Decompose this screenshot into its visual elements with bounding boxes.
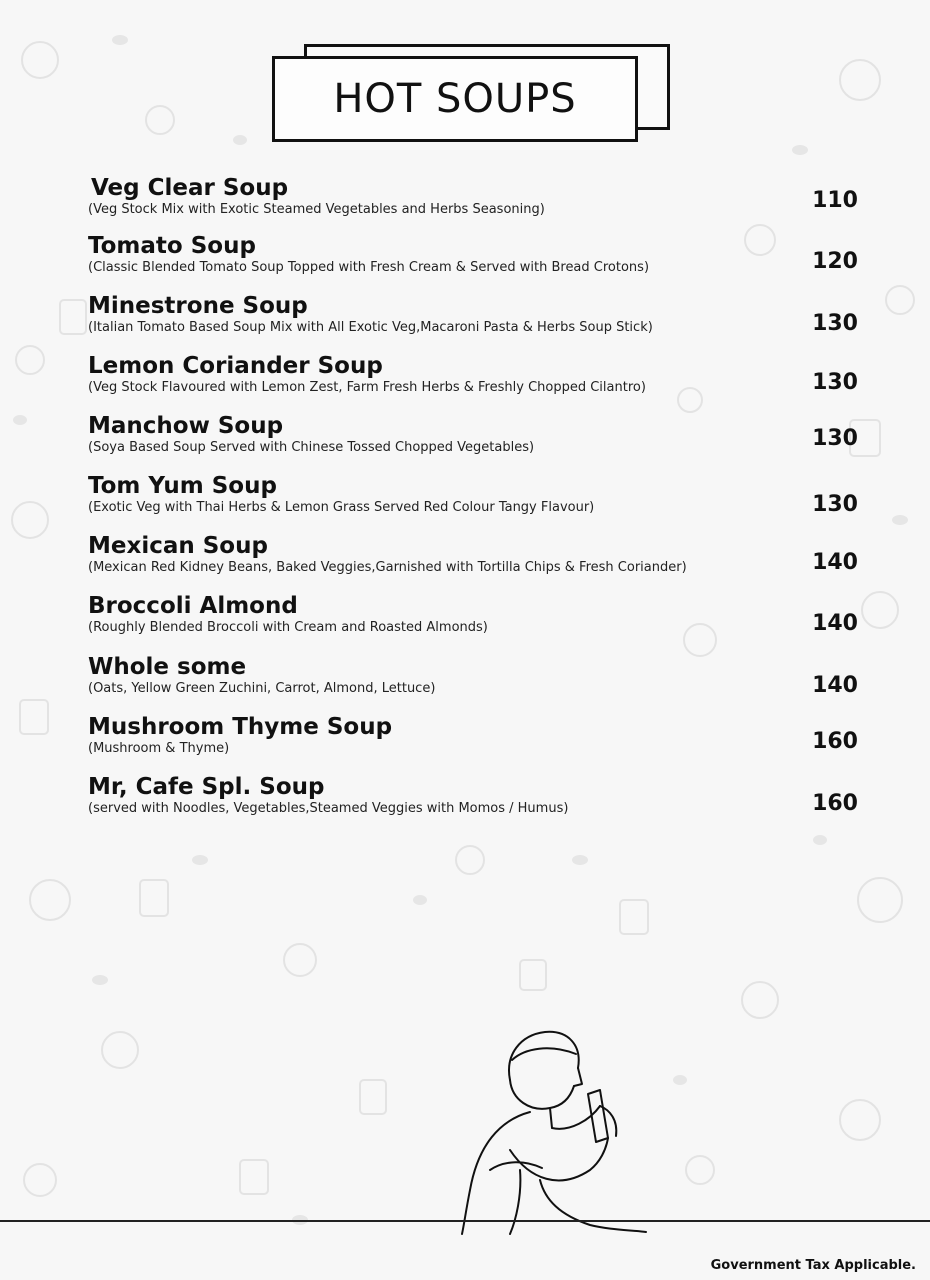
menu-item <box>88 473 908 516</box>
item-name: Tomato Soup <box>88 233 256 259</box>
item-price: 160 <box>812 791 858 816</box>
menu-item <box>88 593 908 636</box>
item-name: Veg Clear Soup <box>91 175 289 201</box>
menu-item <box>88 175 908 218</box>
item-name: Broccoli Almond <box>88 593 298 619</box>
item-name: Mr, Cafe Spl. Soup <box>88 774 325 800</box>
item-price: 140 <box>812 550 858 575</box>
line-art-person-drinking-icon <box>450 1020 650 1235</box>
item-name: Mexican Soup <box>88 533 268 559</box>
item-price: 110 <box>812 188 858 213</box>
title-box <box>272 44 668 140</box>
item-description: (Mexican Red Kidney Beans, Baked Veggies,Garnished with Tortilla Chips & Fresh Coriander) <box>88 560 687 575</box>
item-price: 120 <box>812 249 858 274</box>
menu-item <box>88 714 908 757</box>
menu-item <box>88 413 908 456</box>
item-price: 130 <box>812 311 858 336</box>
page-title: HOT SOUPS <box>333 76 577 122</box>
item-name: Lemon Coriander Soup <box>88 353 383 379</box>
footer-divider <box>0 1220 930 1222</box>
item-description: (Oats, Yellow Green Zuchini, Carrot, Almond, Lettuce) <box>88 681 436 696</box>
item-name: Whole some <box>88 654 247 680</box>
item-description: (Soya Based Soup Served with Chinese Tossed Chopped Vegetables) <box>88 440 535 455</box>
menu-item <box>88 233 908 276</box>
item-description: (Classic Blended Tomato Soup Topped with Fresh Cream & Served with Bread Crotons) <box>88 260 650 275</box>
item-name: Tom Yum Soup <box>88 473 277 499</box>
item-price: 160 <box>812 729 858 754</box>
item-name: Minestrone Soup <box>88 293 308 319</box>
menu-item <box>88 353 908 396</box>
item-price: 140 <box>812 673 858 698</box>
title-box-front <box>272 56 638 142</box>
item-price: 130 <box>812 370 858 395</box>
item-name: Manchow Soup <box>88 413 284 439</box>
item-price: 130 <box>812 426 858 451</box>
item-description: (Mushroom & Thyme) <box>88 741 230 756</box>
item-description: (Exotic Veg with Thai Herbs & Lemon Grass Served Red Colour Tangy Flavour) <box>88 500 595 515</box>
item-name: Mushroom Thyme Soup <box>88 714 393 740</box>
tax-note: Government Tax Applicable. <box>710 1258 916 1273</box>
menu-item <box>88 293 908 336</box>
menu-item <box>88 654 908 697</box>
item-price: 130 <box>812 492 858 517</box>
item-description: (Italian Tomato Based Soup Mix with All Exotic Veg,Macaroni Pasta & Herbs Soup Stick) <box>88 320 653 335</box>
item-description: (Veg Stock Flavoured with Lemon Zest, Farm Fresh Herbs & Freshly Chopped Cilantro) <box>88 380 646 395</box>
item-description: (served with Noodles, Vegetables,Steamed Veggies with Momos / Humus) <box>88 801 569 816</box>
item-description: (Veg Stock Mix with Exotic Steamed Vegetables and Herbs Seasoning) <box>88 202 545 217</box>
item-price: 140 <box>812 611 858 636</box>
menu-item <box>88 533 908 576</box>
item-description: (Roughly Blended Broccoli with Cream and Roasted Almonds) <box>88 620 488 635</box>
menu-item <box>88 774 908 817</box>
